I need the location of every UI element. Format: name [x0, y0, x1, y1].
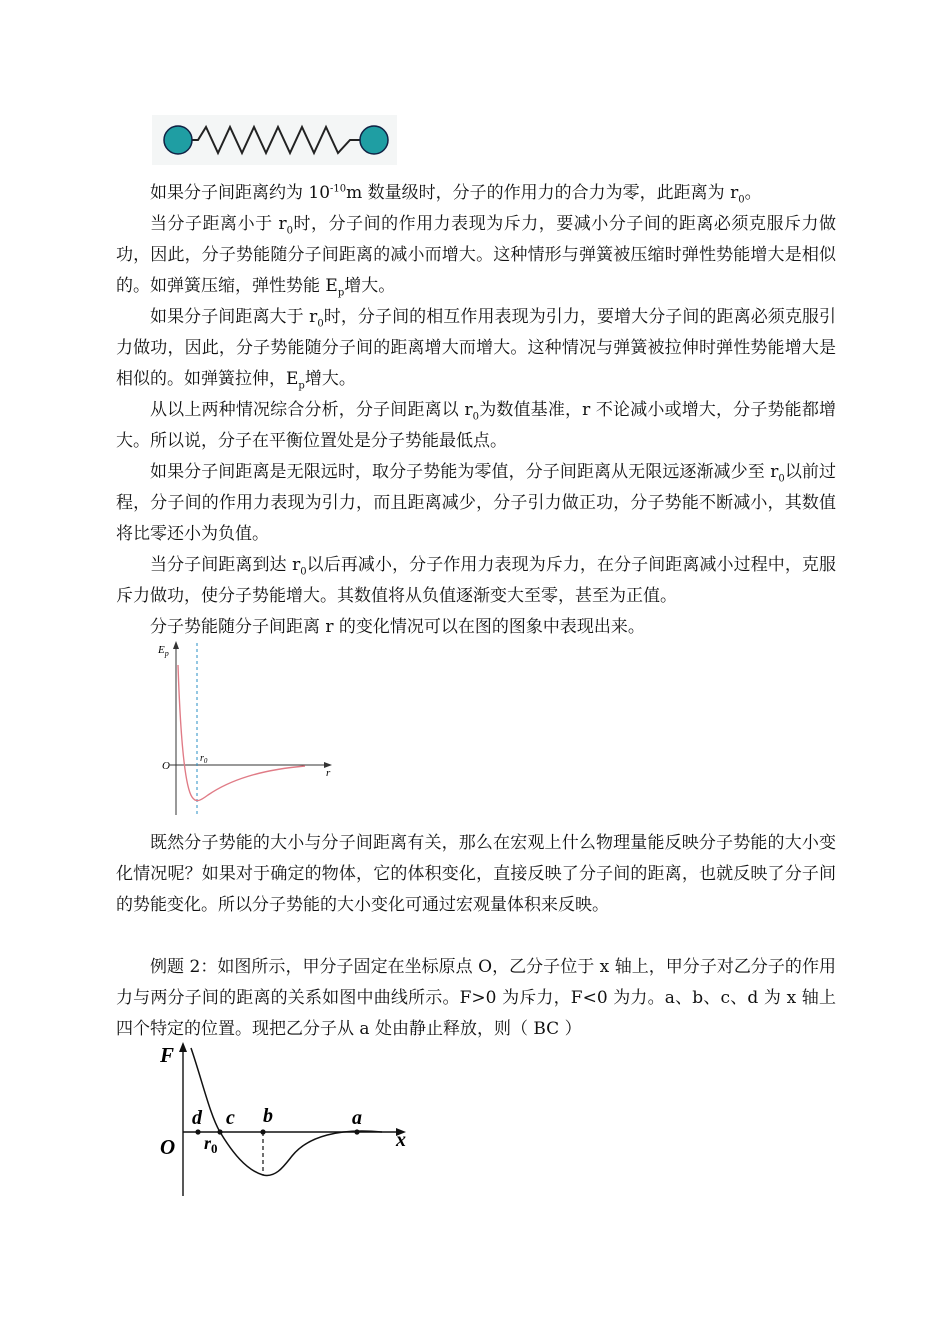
ep-x-label: r [326, 767, 331, 779]
paragraph-4: 从以上两种情况综合分析，分子间距离以 $r_0$为数值基准，r 不论减小或增大，分子势能都增大。所以说，分子在平衡位置处是分子势能最低点。 [116, 400, 837, 451]
f-r0-label: $r_0$ [204, 1133, 218, 1156]
paragraph-7: 分子势能随分子间距离 r 的变化情况可以在图的图象中表现出来。 [150, 617, 645, 637]
paragraph-2: 当分子距离小于 $r_0$时，分子间的作用力表现为斥力，要减小分子间的距离必须克服斥力做功，因此，分子势能随分子间距离的减小而增大。这种情形与弹簧被压缩时弹性势能增大是相似的。如弹簧压缩，弹性势能 $E_p$增大。 [116, 214, 837, 299]
ep-y-label: $E_p$ [158, 644, 169, 658]
paragraph-3: 如果分子间距离大于 $r_0$时，分子间的相互作用表现为引力，要增大分子间的距离必须克服引力做功，因此，分子势能随分子间的距离增大而增大。这种情况与弹簧被拉伸时弹性势能增大是相似的。如弹簧拉伸，$E_p$增大。 [116, 307, 837, 392]
paragraph-9: 例题 2：如图所示，甲分子固定在坐标原点 O，乙分子位于 x 轴上，甲分子对乙分子的作用力与两分子间的距离的关系如图中曲线所示。F>0 为斥力，F<0 为力。a、b、c、d 为 x 轴上四个特定的位置。现把乙分子从 a 处由静止释放，则（ BC ） [116, 957, 836, 1039]
f-graph [150, 1040, 420, 1200]
ep-r0-label: $r_0$ [200, 753, 208, 765]
f-y-label: F [160, 1043, 175, 1067]
paragraph-5: 如果分子间距离是无限远时，取分子势能为零值，分子间距离从无限远逐渐减少至 $r_0$以前过程，分子间的作用力表现为引力，而且距离减少，分子引力做正功，分子势能不断减小，其数值将比零还小为负值。 [116, 462, 836, 544]
point-b [260, 1129, 265, 1134]
f-y-arrow [179, 1042, 187, 1052]
label-b: b [263, 1105, 273, 1127]
point-c [217, 1129, 222, 1134]
label-c: c [226, 1107, 235, 1129]
point-d [195, 1129, 200, 1134]
label-a: a [352, 1107, 362, 1129]
paragraph-8: 既然分子势能的大小与分子间距离有关，那么在宏观上什么物理量能反映分子势能的大小变化情况呢？如果对于确定的物体，它的体积变化，直接反映了分子间的距离，也就反映了分子间的势能变化。所以分子势能的大小变化可通过宏观量体积来反映。 [116, 833, 836, 915]
ep-origin-label: O [162, 760, 170, 772]
f-origin-label: O [160, 1135, 176, 1159]
ep-y-arrow [173, 641, 179, 649]
molecule-right [360, 126, 388, 154]
spring-figure [152, 115, 397, 165]
point-a [354, 1129, 359, 1134]
paragraph-6: 当分子间距离到达 $r_0$以后再减小，分子作用力表现为斥力，在分子间距离减小过程中，克服斥力做功，使分子势能增大。其数值将从负值逐渐变大至零，甚至为正值。 [116, 555, 837, 606]
molecule-left [164, 126, 192, 154]
ep-graph [150, 635, 340, 820]
paragraph-1: 如果分子间距离约为 $10^{-10}m$ 数量级时，分子的作用力的合力为零，此距离为 $r_0$。 [150, 183, 762, 206]
f-x-label: x [396, 1129, 406, 1151]
label-d: d [192, 1107, 202, 1129]
